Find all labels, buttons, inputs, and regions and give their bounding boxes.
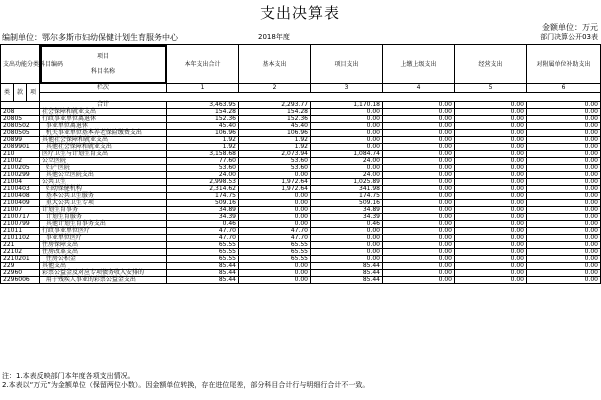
row-subsidy-amount: 0.00 [527,228,601,235]
row-upper-amount: 0.00 [383,102,455,109]
row-total-amount: 85.44 [167,270,239,277]
row-subject-name: 重大公共卫生专项 [40,200,167,207]
row-project-amount: 85.44 [311,270,383,277]
row-business-amount: 0.00 [455,263,527,270]
row-business-amount: 0.00 [455,256,527,263]
row-project-amount: 0.00 [311,137,383,144]
row-business-amount: 0.00 [455,193,527,200]
footnote: 2.本表以“万元”为金额单位（保留两位小数）。因金额单位转换，存在进位尾差，部分科目合计行与明细行合计不一致。 [2,381,370,389]
row-subsidy-amount: 0.00 [527,235,601,242]
row-subject-name: 公共卫生 [40,179,167,186]
row-upper-amount: 0.00 [383,256,455,263]
row-code: 2089901 [1,144,40,151]
row-total-amount: 3,463.95 [167,102,239,109]
row-subject-name: 彩票公益金及对应专项债务收入安排的 [40,270,167,277]
row-basic-amount: 0.00 [239,207,311,214]
subject-name-label: 科目名称 [90,68,115,75]
row-total-amount: 509.16 [167,200,239,207]
table-number: 部门决算公开03表 [540,33,598,41]
row-upper-amount: 0.00 [383,207,455,214]
total-header: 本年支出合计 [167,45,239,84]
row-subsidy-amount: 0.00 [527,256,601,263]
row-upper-amount: 0.00 [383,249,455,256]
row-code: 221 [1,242,40,249]
row-business-amount: 0.00 [455,249,527,256]
row-subsidy-amount: 0.00 [527,277,601,284]
row-code: 2100403 [1,186,40,193]
row-basic-amount: 152.36 [239,116,311,123]
row-subsidy-amount: 0.00 [527,193,601,200]
row-upper-amount: 0.00 [383,165,455,172]
row-upper-amount: 0.00 [383,228,455,235]
row-business-amount: 0.00 [455,235,527,242]
row-code: 2100799 [1,221,40,228]
row-business-amount: 0.00 [455,109,527,116]
row-subject-name: 医疗卫生与计划生育支出 [40,151,167,158]
row-code: 2101102 [1,235,40,242]
row-total-amount: 47.70 [167,228,239,235]
row-subsidy-amount: 0.00 [527,179,601,186]
row-project-amount: 0.00 [311,235,383,242]
row-project-amount: 509.16 [311,200,383,207]
row-project-amount: 24.00 [311,158,383,165]
row-business-amount: 0.00 [455,179,527,186]
row-upper-amount: 0.00 [383,109,455,116]
row-business-amount: 0.00 [455,172,527,179]
amount-unit: 金额单位：万元 [542,23,598,32]
row-project-amount: 1,084.74 [311,151,383,158]
row-basic-amount: 1,972.64 [239,179,311,186]
row-basic-amount: 47.70 [239,235,311,242]
row-code: 2080502 [1,123,40,130]
row-total-amount: 34.89 [167,207,239,214]
row-project-amount: 0.00 [311,228,383,235]
row-subsidy-amount: 0.00 [527,207,601,214]
row-project-amount: 0.00 [311,256,383,263]
expenditure-table [0,44,601,284]
row-total-amount: 47.70 [167,235,239,242]
row-business-amount: 0.00 [455,123,527,130]
col-index: 3 [311,84,383,93]
row-subject-name: 基本公共卫生服务 [40,193,167,200]
row-business-amount: 0.00 [455,221,527,228]
row-total-amount: 1.92 [167,144,239,151]
row-business-amount: 0.00 [455,151,527,158]
row-code: 21004 [1,179,40,186]
row-business-amount: 0.00 [455,242,527,249]
row-subject-name: 合计 [40,102,167,109]
row-project-amount: 0.00 [311,242,383,249]
row-subject-name: 行政事业单位离退休 [40,116,167,123]
row-subsidy-amount: 0.00 [527,137,601,144]
row-subject-name: 事业单位医疗 [40,235,167,242]
row-basic-amount: 45.40 [239,123,311,130]
row-subject-name: 其他公立医院支出 [40,172,167,179]
row-project-amount: 341.98 [311,186,383,193]
row-project-amount: 85.44 [311,263,383,270]
col-index: 1 [167,84,239,93]
row-business-amount: 0.00 [455,186,527,193]
row-upper-amount: 0.00 [383,277,455,284]
row-subject-name: 用于残疾人事业的彩票公益金支出 [40,277,167,284]
row-project-amount: 85.44 [311,277,383,284]
row-basic-amount: 0.00 [239,200,311,207]
row-subsidy-amount: 0.00 [527,186,601,193]
row-basic-amount: 0.00 [239,277,311,284]
row-code: 2100299 [1,172,40,179]
row-subject-name: 计划生育服务 [40,214,167,221]
xiang-header: 项 [27,84,40,102]
row-code: 22102 [1,249,40,256]
row-basic-amount: 2,073.94 [239,151,311,158]
row-subject-name: 其他社会保障和就业支出 [40,137,167,144]
row-project-amount: 34.89 [311,207,383,214]
row-basic-amount: 1.92 [239,144,311,151]
row-subsidy-amount: 0.00 [527,270,601,277]
row-subsidy-amount: 0.00 [527,151,601,158]
row-basic-amount: 65.55 [239,242,311,249]
row-basic-amount: 47.70 [239,228,311,235]
row-project-amount: 0.46 [311,221,383,228]
row-code: 20899 [1,137,40,144]
row-business-amount: 0.00 [455,277,527,284]
row-subject-name: 社会保障和就业支出 [40,109,167,116]
row-subject-name: 其他社会保障和就业支出 [40,144,167,151]
row-total-amount: 2,998.53 [167,179,239,186]
row-subsidy-amount: 0.00 [527,158,601,165]
row-subsidy-amount: 0.00 [527,249,601,256]
row-project-amount: 0.00 [311,116,383,123]
row-total-amount: 65.55 [167,249,239,256]
row-code: 2296006 [1,277,40,284]
row-total-amount: 154.28 [167,109,239,116]
row-total-amount: 65.55 [167,256,239,263]
compiling-unit: 编制单位：鄂尔多斯市妇幼保健计划生育服务中心 [2,33,178,42]
row-code: 22960 [1,270,40,277]
row-subsidy-amount: 0.00 [527,123,601,130]
row-code: 2100205 [1,165,40,172]
col-index: 5 [455,84,527,93]
row-basic-amount: 0.00 [239,193,311,200]
row-upper-amount: 0.00 [383,123,455,130]
row-project-amount: 174.75 [311,193,383,200]
row-basic-amount: 0.00 [239,214,311,221]
row-project-amount: 0.00 [311,144,383,151]
row-basic-amount: 65.55 [239,256,311,263]
table-body [1,102,601,284]
row-subject-name: 妇产医院 [40,165,167,172]
row-basic-amount: 1.92 [239,137,311,144]
row-subject-name: 计划生育事务 [40,207,167,214]
row-upper-amount: 0.00 [383,263,455,270]
fiscal-year: 2018年度 [258,33,290,41]
footnote: 注：1.本表反映部门本年度各项支出情况。 [2,372,135,380]
row-project-amount: 0.00 [311,130,383,137]
row-total-amount: 85.44 [167,263,239,270]
col-index: 4 [383,84,455,93]
row-business-amount: 0.00 [455,137,527,144]
row-total-amount: 0.46 [167,221,239,228]
row-subsidy-amount: 0.00 [527,144,601,151]
row-basic-amount: 0.00 [239,270,311,277]
row-business-amount: 0.00 [455,200,527,207]
row-upper-amount: 0.00 [383,144,455,151]
row-project-amount: 1,170.18 [311,102,383,109]
subsidy-header: 对附属单位补助支出 [527,45,601,84]
func-code-header: 支出功能分类科目编码 [1,45,40,84]
row-upper-amount: 0.00 [383,200,455,207]
report-title: 支出决算表 [259,4,340,22]
row-business-amount: 0.00 [455,214,527,221]
row-total-amount: 174.75 [167,193,239,200]
row-project-amount: 0.00 [311,123,383,130]
row-basic-amount: 106.96 [239,130,311,137]
row-project-amount: 24.00 [311,172,383,179]
row-upper-amount: 0.00 [383,235,455,242]
row-subject-name: 机关事业单位基本养老保险缴费支出 [40,130,167,137]
lei-header: 类 [1,84,14,102]
row-subsidy-amount: 0.00 [527,165,601,172]
row-code: 210 [1,151,40,158]
row-upper-amount: 0.00 [383,172,455,179]
lanci-label: 栏次 [40,84,167,93]
col-index: 6 [527,84,601,93]
row-basic-amount: 0.00 [239,172,311,179]
row-total-amount: 24.00 [167,172,239,179]
footnotes [2,372,369,390]
row-upper-amount: 0.00 [383,214,455,221]
row-code: 2210201 [1,256,40,263]
row-subject-name: 住房公积金 [40,256,167,263]
row-upper-amount: 0.00 [383,158,455,165]
row-code: 20805 [1,116,40,123]
row-total-amount: 1.92 [167,137,239,144]
row-project-amount: 0.00 [311,249,383,256]
row-subsidy-amount: 0.00 [527,116,601,123]
row-business-amount: 0.00 [455,158,527,165]
row-total-amount: 45.40 [167,123,239,130]
row-basic-amount: 2,293.77 [239,102,311,109]
row-project-amount: 34.39 [311,214,383,221]
row-code: 208 [1,109,40,116]
row-code: 21007 [1,207,40,214]
row-upper-amount: 0.00 [383,151,455,158]
row-total-amount: 77.60 [167,158,239,165]
row-upper-amount: 0.00 [383,270,455,277]
col-index: 2 [239,84,311,93]
table-row [1,277,601,284]
row-code: 21002 [1,158,40,165]
row-total-amount: 2,314.62 [167,186,239,193]
row-basic-amount: 0.00 [239,263,311,270]
row-total-amount: 152.36 [167,116,239,123]
row-upper-amount: 0.00 [383,242,455,249]
row-code: 2080505 [1,130,40,137]
row-subject-name: 妇幼保健机构 [40,186,167,193]
row-upper-amount: 0.00 [383,186,455,193]
upper-header: 上缴上级支出 [383,45,455,84]
row-upper-amount: 0.00 [383,221,455,228]
report-meta [0,32,600,44]
row-subsidy-amount: 0.00 [527,263,601,270]
row-project-amount: 0.00 [311,165,383,172]
col-group-label: 项目 [96,53,109,60]
row-subject-name: 行政事业单位医疗 [40,228,167,235]
row-business-amount: 0.00 [455,207,527,214]
row-project-amount: 1,025.89 [311,179,383,186]
row-code: 21011 [1,228,40,235]
row-code: 2100409 [1,200,40,207]
basic-header: 基本支出 [239,45,311,84]
row-subsidy-amount: 0.00 [527,200,601,207]
row-subsidy-amount: 0.00 [527,221,601,228]
row-subsidy-amount: 0.00 [527,109,601,116]
row-business-amount: 0.00 [455,228,527,235]
row-subject-name: 其他支出 [40,263,167,270]
row-code: 229 [1,263,40,270]
row-code: 2100717 [1,214,40,221]
row-total-amount: 106.96 [167,130,239,137]
row-subsidy-amount: 0.00 [527,172,601,179]
row-business-amount: 0.00 [455,116,527,123]
row-total-amount: 53.60 [167,165,239,172]
row-business-amount: 0.00 [455,165,527,172]
kuan-header: 款 [14,84,27,102]
row-upper-amount: 0.00 [383,116,455,123]
row-subsidy-amount: 0.00 [527,130,601,137]
business-header: 经营支出 [455,45,527,84]
row-project-amount: 0.00 [311,109,383,116]
row-basic-amount: 53.60 [239,158,311,165]
row-business-amount: 0.00 [455,102,527,109]
row-basic-amount: 154.28 [239,109,311,116]
row-upper-amount: 0.00 [383,193,455,200]
row-upper-amount: 0.00 [383,137,455,144]
row-subject-name: 住房保障支出 [40,242,167,249]
row-total-amount: 65.55 [167,242,239,249]
row-basic-amount: 53.60 [239,165,311,172]
row-upper-amount: 0.00 [383,130,455,137]
row-basic-amount: 1,972.64 [239,186,311,193]
row-total-amount: 3,158.68 [167,151,239,158]
row-basic-amount: 0.00 [239,221,311,228]
row-business-amount: 0.00 [455,270,527,277]
row-basic-amount: 65.55 [239,249,311,256]
row-business-amount: 0.00 [455,130,527,137]
row-subject-name: 其他计划生育事务支出 [40,221,167,228]
row-subject-name: 事业单位离退休 [40,123,167,130]
row-code: 2100408 [1,193,40,200]
row-subject-name: 住房改革支出 [40,249,167,256]
project-header: 项目支出 [311,45,383,84]
row-subsidy-amount: 0.00 [527,214,601,221]
row-business-amount: 0.00 [455,144,527,151]
row-subject-name: 公立医院 [40,158,167,165]
row-subsidy-amount: 0.00 [527,102,601,109]
row-upper-amount: 0.00 [383,179,455,186]
row-subsidy-amount: 0.00 [527,242,601,249]
row-total-amount: 34.39 [167,214,239,221]
row-total-amount: 85.44 [167,277,239,284]
